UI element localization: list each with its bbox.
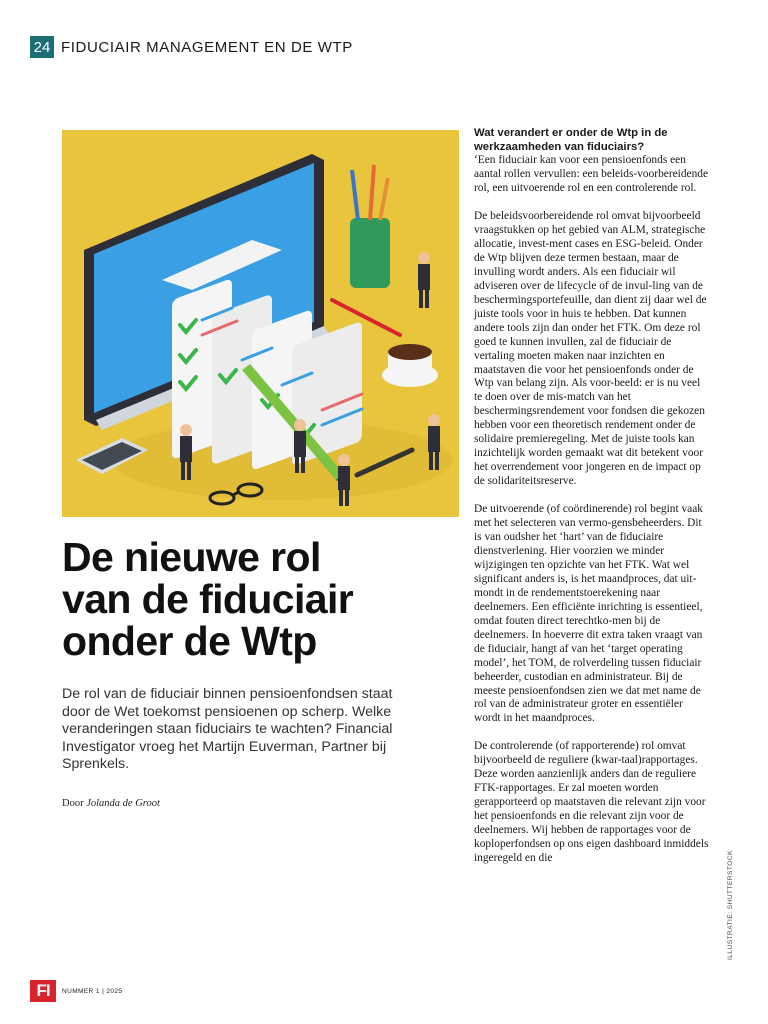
article-lead: De rol van de fiduciair binnen pensioenfondsen staat door de Wet toekomst pensioenen op scherp. Welke veranderingen staan fiduciairs te wachten? Financial Investigator vroeg het Martijn Euverman, Partner bij Sprenkels.: [62, 686, 393, 772]
pencil-cup-icon: [350, 165, 390, 288]
byline-author: Jolanda de Groot: [86, 798, 160, 809]
page-footer: [30, 980, 122, 1002]
article-column: [474, 127, 710, 880]
article-illustration: [62, 130, 459, 517]
section-title: FIDUCIAIR MANAGEMENT EN DE WTP: [61, 38, 353, 56]
title-line: van de fiduciair: [62, 576, 354, 622]
question-heading: Wat verandert er onder de Wtp in de werkzaamheden van fiduciairs?: [474, 127, 668, 153]
page-header: [30, 36, 353, 58]
title-line: De nieuwe rol: [62, 534, 321, 580]
byline-prefix: Door: [62, 798, 84, 809]
title-line: onder de Wtp: [62, 618, 317, 664]
coffee-cup-icon: [382, 344, 438, 387]
byline: [62, 798, 160, 809]
body-paragraph: De beleidsvoorbereidende rol omvat bijvoorbeeld vraagstukken op het gebied van ALM, strategische allocatie, invest-ment cases en ESG-beleid. Onder de Wtp blijven deze termen bestaan, maar de invulling wordt anders. Als een fiduciair wil adviseren over de lifecycle of de invul-ling van de beschermingsportefeuille, dan dient zij daar wel de juiste tools voor in huis te hebben. Dat kunnen andere tools zijn dan onder het FTK. Om deze rol goed te kunnen invullen, zal de fiduciair de vertaling moeten maken naar inzichten en maatstaven die voor het pensioenfonds onder de Wtp van belang zijn. Als voor-beeld: er is nu veel te doen over de mis-match van het beschermingsrendement voor fondsen die gekozen hebben voor een theoretisch rendement onder de solidaire premieregeling. Met de juiste tools kan inzichtelijk worden gemaakt wat dit betekent voor het overrendement voor jongeren en de impact op de solidariteitsreserve.: [474, 210, 707, 488]
illustration-credit: ILLUSTRATIE: SHUTTERSTOCK: [727, 850, 734, 960]
body-paragraph: De uitvoerende (of coördinerende) rol begint vaak met het selecteren van vermo-gensbeheerders. Dit is van oudsher het ‘hart’ van de fiduciaire dienstverlening. Hier voorzien we minder wijzigingen ten opzichte van het FTK. Wat wel significant anders is, is het maandproces, dat uit-mondt in de rendementstoerekening naar deelnemers. Een efficiënte inrichting is essentieel, omdat fouten direct terechtko-men bij de deelnemers. In hoeverre dit extra taken vraagt van de fiduciair, hangt af van het ‘target operating model’, het TOM, de rolverdeling tussen fiduciair beheerder, custodian en administrateur. Bij de meeste pensioenfondsen zien we dat met name de rol van de administrateur groter en essentiëler wordt in het maandproces.: [474, 503, 703, 725]
fi-logo: FI: [30, 980, 56, 1002]
article-title: [62, 536, 462, 662]
isometric-checklist-illustration: [62, 130, 459, 517]
body-paragraph: De controlerende (of rapporterende) rol omvat bijvoorbeeld de reguliere (kwar-taal)rapportages. Deze worden aanzienlijk anders dan de reguliere FTK-rapportages. Er zal moeten worden gerapporteerd op maatstaven die relevant zijn voor het pensioenfonds en die relevant zijn voor de deelnemers. Wij hebben de rapportages voor de koploperfondsen op ons eigen dashboard inmiddels ingeregeld en die: [474, 740, 709, 864]
page-number: 24: [30, 36, 54, 58]
issue-number: NUMMER 1 | 2025: [62, 987, 123, 995]
body-paragraph: ‘Een fiduciair kan voor een pensioenfonds een aantal rollen vervullen: een beleids-voorbereidende rol, een uitvoerende rol en een controlerende rol.: [474, 154, 709, 195]
